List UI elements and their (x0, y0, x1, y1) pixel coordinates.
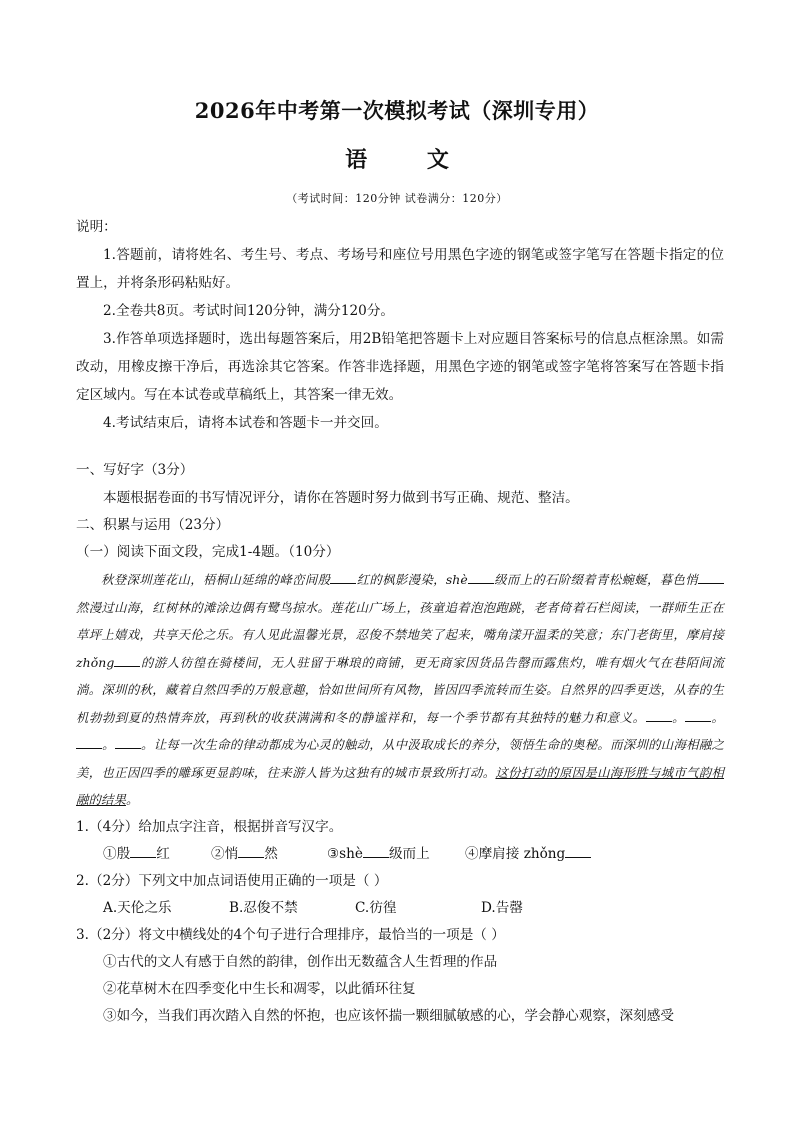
reading-passage: 秋登深圳莲花山，梧桐山延绵的峰峦间殷 红的枫影漫染，shè 级而上的石阶缀着青松蜿蜒，暮色悄然漫过山海，红树林的滩涂边偶有鹭鸟掠水。莲花山广场上，孩童追着泡泡跑跳，老者倚着石栏阅读，一群师生正在草坪上嬉戏，共享天伦之乐。有人见此温馨光景，忍俊不禁地笑了起来，嘴角漾开温柔的笑意；东门老街里，摩肩接 zhǒng 的游人彷徨在骑楼间，无人驻留于琳琅的商铺，更无商家因货品告罄而露焦灼，唯有烟火气在巷陌间流淌。深圳的秋，藏着自然四季的万般意趣，恰如世间所有风物，皆因四季流转而生姿。自然界的四季更迭，从春的生机勃勃到夏的热情奔放，再到秋的收获满满和冬的静谧祥和，每一个季节都有其独特的魅力和意义。 。 。。 。让每一次生命的律动都成为心灵的触动，从中汲取成长的养分，领悟生命的奥秘。而深圳的山海相融之美，也正因四季的雕琢更显韵味，往来游人皆为这独有的城市景致所打动。这份打动的原因是山海形胜与城市气韵相融的结果。 (76, 572, 724, 807)
exam-title: 2026年中考第一次模拟考试（深圳专用） (194, 98, 600, 123)
blank-sentence-4 (115, 736, 141, 749)
blank-1 (330, 571, 356, 584)
instruction-4: 4.考试结束后，请将本试卷和答题卡一并交回。 (103, 415, 388, 431)
section1-heading: 一、写好字（3分） (76, 462, 194, 478)
blank-sentence-3 (76, 736, 102, 749)
q1-option-3: ③shè 级而上 (327, 845, 430, 862)
q2-option-a: A.天伦之乐 (103, 899, 172, 916)
blank-4 (114, 654, 140, 667)
q3-sentence-2: ②花草树木在四季变化中生长和凋零，以此循环往复 (103, 980, 416, 997)
q1-stem: 1.（4分）给加点字注音，根据拼音写汉字。 (76, 818, 343, 835)
q1-option-1: ①殷 红 (103, 845, 170, 862)
section2-heading: 二、积累与运用（23分） (76, 517, 230, 533)
q1-option-4: ④摩肩接 zhǒng (465, 841, 591, 868)
instruction-2: 2.全卷共8页。考试时间120分钟，满分120分。 (103, 303, 395, 319)
q2-stem: 2.（2分）下列文中加点词语使用正确的一项是（ ） (76, 872, 388, 889)
blank-3 (698, 571, 724, 584)
blank-sentence-2 (685, 709, 711, 722)
part1-heading: （一）阅读下面文段，完成1-4题。（10分） (76, 544, 340, 560)
q3-sentence-1: ①古代的文人有感于自然的韵律，创作出无数蕴含人生哲理的作品 (103, 953, 498, 970)
instruction-1: 1.答题前，请将姓名、考生号、考点、考场号和座位号用黑色字迹的钢笔或签字笔写在答题卡指定的位置上，并将条形码粘贴好。 (76, 247, 724, 291)
q1-options (76, 841, 724, 868)
blank-sentence-1 (646, 709, 672, 722)
underlined-sentence: 这份打动的原因是山海形胜与城市气韵相融的结果 (76, 764, 724, 807)
subject-title: 语 文 (345, 147, 475, 173)
q3-stem: 3.（2分）将文中横线处的4个句子进行合理排序，最恰当的一项是（ ） (76, 926, 505, 943)
q2-option-d: D.告罄 (481, 899, 523, 916)
instruction-3: 3.作答单项选择题时，选出每题答案后，用2B铅笔把答题卡上对应题目答案标号的信息点框涂黑。如需改动，用橡皮擦干净后，再选涂其它答案。作答非选择题，用黑色字迹的钢笔或签字笔将答案写在答题卡指定区域内。写在本试卷或草稿纸上，其答案一律无效。 (76, 331, 724, 403)
q2-option-c: C.彷徨 (355, 899, 397, 916)
exam-info: （考试时间：120分钟 试卷满分：120分） (286, 192, 508, 205)
q1-option-2: ②悄 然 (211, 845, 278, 862)
blank-2 (468, 571, 494, 584)
q3-sentence-3: ③如今，当我们再次踏入自然的怀抱，也应该怀揣一颗细腻敏感的心，学会静心观察，深刻感受 (103, 1007, 674, 1024)
q2-option-b: B.忍俊不禁 (229, 899, 298, 916)
exam-body (76, 214, 724, 1030)
instructions-heading: 说明： (76, 219, 117, 235)
q2-options (76, 895, 724, 922)
section1-text: 本题根据卷面的书写情况评分，请你在答题时努力做到书写正确、规范、整洁。 (103, 490, 579, 506)
